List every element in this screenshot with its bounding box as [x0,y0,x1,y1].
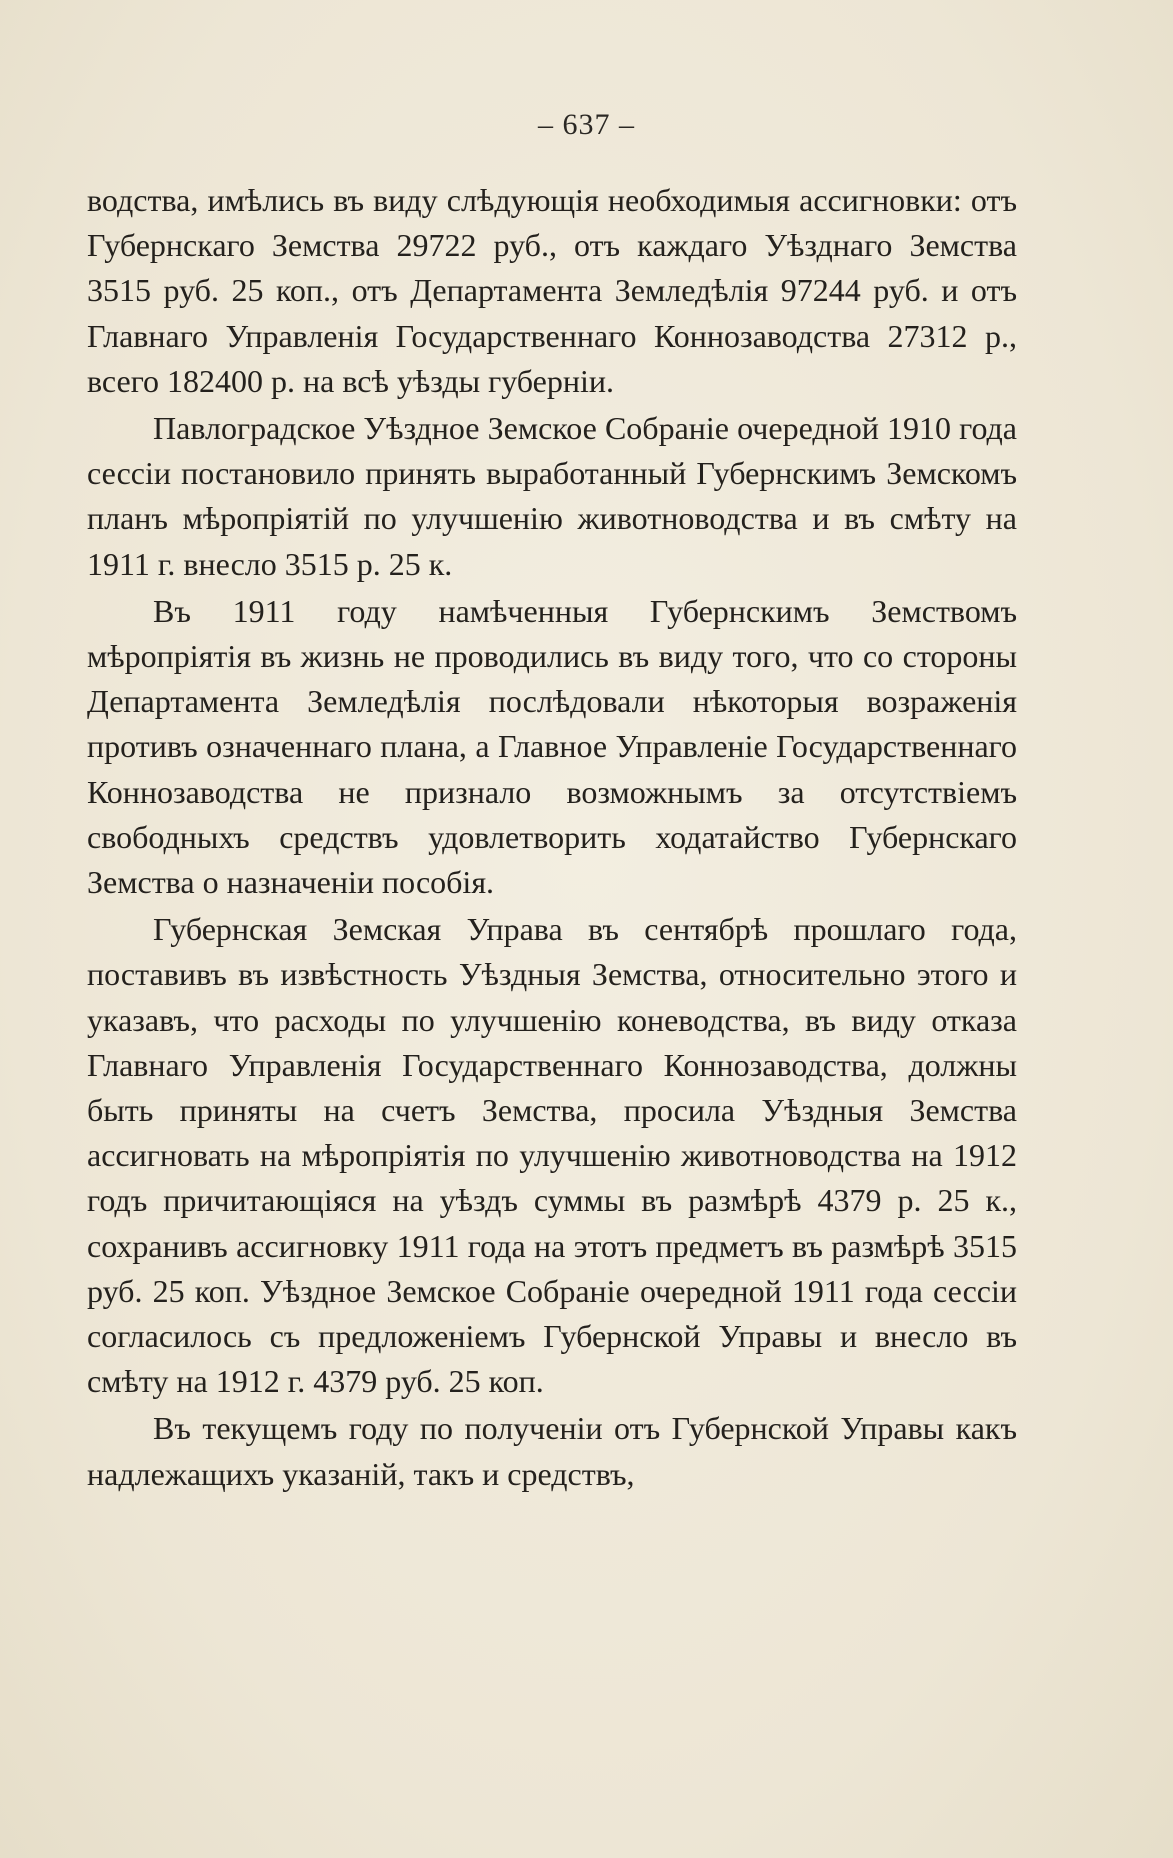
paragraph-4: Губернская Земская Управа въ сентябрѣ прошлаго года, поставивъ въ извѣстность Уѣздныя Земства, относительно этого и указавъ, что расходы по улучшенію коневодства, въ виду отказа Главнаго Управленія Государственнаго Коннозаводства, должны быть приняты на счетъ Земства, просила Уѣздныя Земства ассигновать на мѣропріятія по улучшенію животноводства на 1912 годъ причитающіяся на уѣздъ суммы въ размѣрѣ 4379 р. 25 к., сохранивъ ассигновку 1911 года на этотъ предметъ въ размѣрѣ 3515 руб. 25 коп. Уѣздное Земское Собраніе очередной 1911 года сессіи согласилось съ предложеніемъ Губернской Управы и внесло въ смѣту на 1912 г. 4379 руб. 25 коп. [87,911,1017,1400]
paragraph-2: Павлоградское Уѣздное Земское Собраніе очередной 1910 года сессіи постановило принять выработанный Губернскимъ Земскомъ планъ мѣропріятій по улучшенію животноводства и въ смѣту на 1911 г. внесло 3515 р. 25 к. [87,410,1017,582]
body-text [87,178,1017,1497]
paragraph-3: Въ 1911 году намѣченныя Губернскимъ Земствомъ мѣропріятія въ жизнь не проводились въ виду того, что со стороны Департамента Земледѣлія послѣдовали нѣкоторыя возраженія противъ означеннаго плана, а Главное Управленіе Государственнаго Коннозаводства не признало возможнымъ за отсутствіемъ свободныхъ средствъ удовлетворить ходатайство Губернскаго Земства о назначеніи пособія. [87,592,1017,901]
paragraph-5: Въ текущемъ году по полученіи отъ Губернской Управы какъ надлежащихъ указаній, такъ и средствъ, [87,1410,1017,1492]
paragraph-1: водства, имѣлись въ виду слѣдующія необходимыя ассигновки: отъ Губернскаго Земства 29722 руб., отъ каждаго Уѣзднаго Земства 3515 руб. 25 коп., отъ Департамента Земледѣлія 97244 руб. и отъ Главнаго Управленія Государственнаго Коннозаводства 27312 р., всего 182400 р. на всѣ уѣзды губерніи. [87,182,1017,399]
page-number: – 637 – [538,108,635,141]
